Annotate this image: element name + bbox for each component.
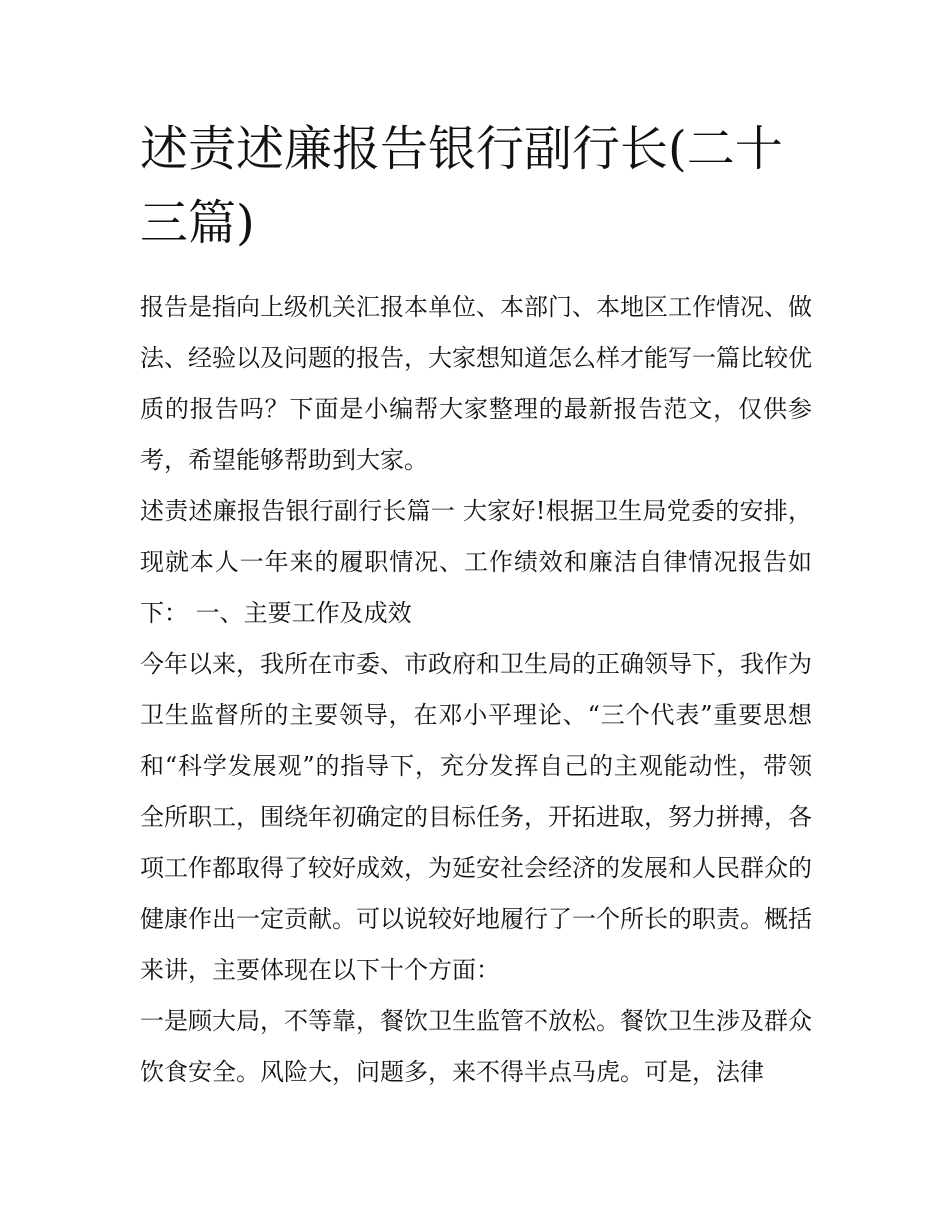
paragraph-section-one: 述责述廉报告银行副行长篇一 大家好!根据卫生局党委的安排，现就本人一年来的履职情况、工作绩效和廉洁自律情况报告如下： 一、主要工作及成效 (140, 497, 812, 627)
document-body (140, 112, 812, 1098)
paragraph-achievements: 今年以来，我所在市委、市政府和卫生局的正确领导下，我作为卫生监督所的主要领导，在邓小平理论、“三个代表”重要思想和“科学发展观”的指导下，充分发挥自己的主观能动性，带领全所职工，围绕年初确定的目标任务，开拓进取，努力拼搏，各项工作都取得了较好成效，为延安社会经济的发展和人民群众的健康作出一定贡献。可以说较好地履行了一个所长的职责。概括来讲，主要体现在以下十个方面： (140, 650, 812, 984)
paragraph-point-one: 一是顾大局，不等靠，餐饮卫生监管不放松。餐饮卫生涉及群众饮食安全。风险大，问题多，来不得半点马虎。可是，法律 (140, 1007, 812, 1086)
document-title: 述责述廉报告银行副行长(二十三篇) (140, 121, 783, 251)
paragraph-intro: 报告是指向上级机关汇报本单位、本部门、本地区工作情况、做法、经验以及问题的报告，大家想知道怎么样才能写一篇比较优质的报告吗？下面是小编帮大家整理的最新报告范文，仅供参考，希望能够帮助到大家。 (140, 293, 812, 474)
